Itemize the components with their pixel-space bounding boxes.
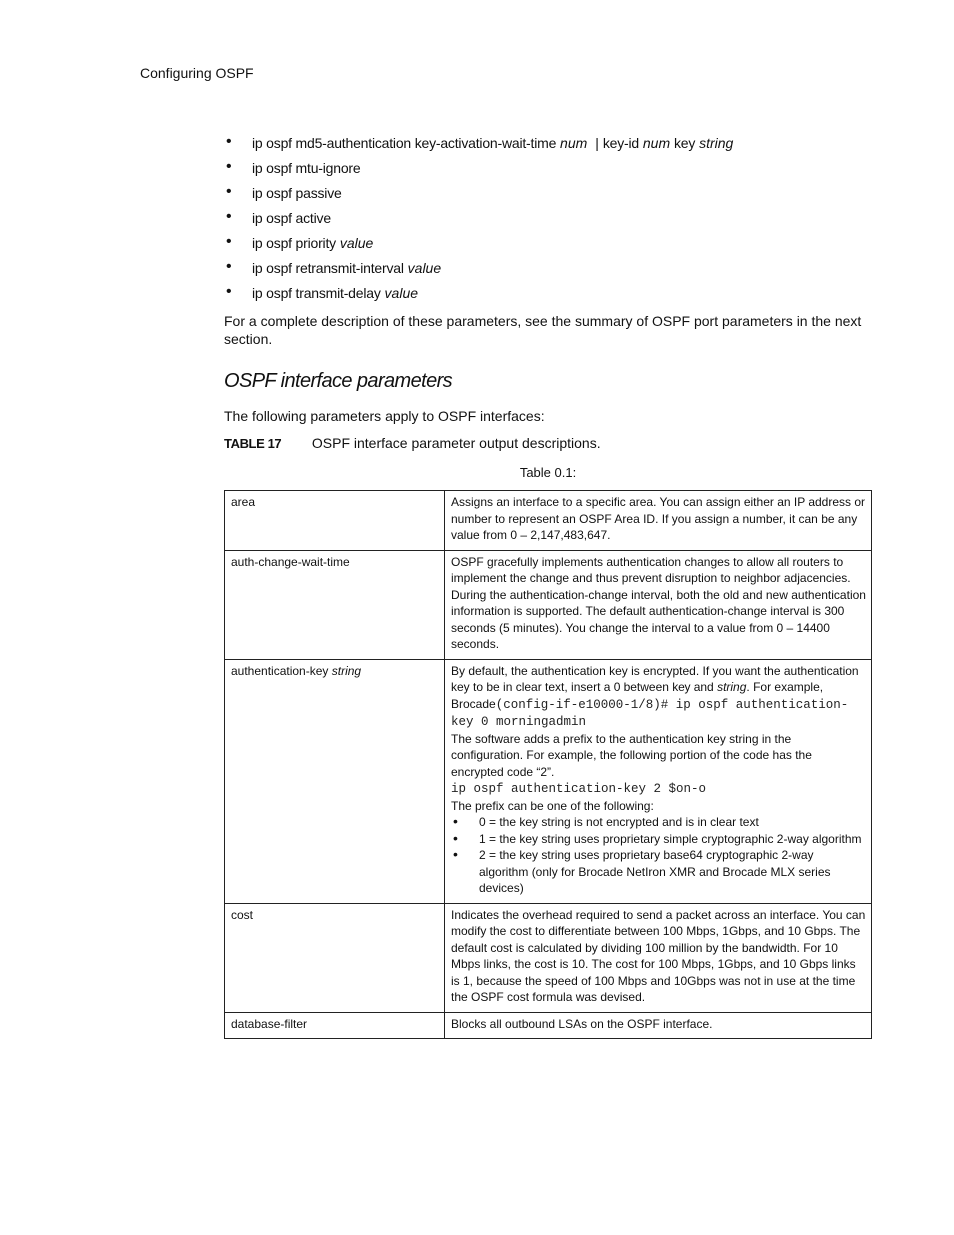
command-bullet-item	[224, 159, 872, 177]
description-fragment: Blocks all outbound LSAs on the OSPF interface.	[451, 1016, 713, 1031]
table-row	[225, 550, 872, 659]
page-content	[224, 134, 872, 1039]
description-paragraph	[451, 696, 866, 731]
prefix-option-item: • 2 = the key string uses proprietary base64 cryptographic 2-way algorithm (only for Brocade NetIron XMR and Brocade MLX series devices)	[451, 847, 866, 897]
table-caption-text: OSPF interface parameter output descriptions.	[311, 435, 601, 451]
parameter-description-cell	[445, 659, 872, 903]
parameter-name-fragment: area	[231, 495, 256, 509]
description-fragment: 0	[613, 680, 621, 694]
prefix-option-list	[451, 814, 866, 897]
description-fragment: and	[690, 680, 718, 694]
command-fragment: num	[556, 135, 592, 151]
parameter-name-fragment: auth-change-wait-time	[231, 554, 350, 569]
command-bullet-item	[224, 259, 872, 277]
table-subcaption: Table 0.1:	[519, 465, 577, 480]
description-paragraph	[451, 494, 866, 544]
parameter-description-cell	[445, 903, 872, 1012]
section-intro: The following parameters apply to OSPF interfaces:	[224, 408, 545, 424]
command-fragment: ip ospf passive	[252, 185, 342, 201]
command-bullet-item	[224, 184, 872, 202]
command-fragment: key-id	[602, 135, 639, 151]
table-label: TABLE 17	[224, 436, 282, 451]
parameters-table	[224, 490, 872, 1039]
description-fragment: . For example,	[746, 680, 824, 694]
description-paragraph	[451, 731, 866, 781]
command-fragment: ip ospf priority	[252, 235, 336, 251]
parameter-description-cell	[445, 550, 872, 659]
command-bullet-item	[224, 134, 872, 152]
command-fragment: ip ospf active	[252, 210, 331, 226]
command-fragment: value	[380, 285, 419, 301]
prefix-option-item: • 1 = the key string uses proprietary simple cryptographic 2-way algorithm	[451, 831, 866, 848]
description-fragment: OSPF gracefully implements authentication changes to allow all routers to implement the change and thus prevent disruption to neighbor adjacencies. During the authentication-change interval, both the old and new authentication information is supported. The default authentication-change interval is 300 seconds (5 minutes). You change the interval to a value from 0 – 14400 seconds.	[451, 554, 866, 651]
description-paragraph	[451, 907, 866, 1006]
command-bullet-list	[224, 134, 872, 302]
command-bullet-item	[224, 284, 872, 302]
command-fragment: ip ospf md5-authentication key-activation-wait-time	[252, 135, 557, 151]
parameter-name-cell	[225, 491, 445, 551]
description-fragment: Indicates the overhead required to send a packet across an interface. You can modify the cost to differentiate between 100 Mbps, 1Gbps, and 10 Gbps. The default cost is calculated by dividing 100 million by the bandwidth. For 10 Mbps links, the cost is 10. The cost for 100 Mbps, 1Gbps, and 10 Gbps links is 1, because the speed of 100 Mbps and 10Gbps was not in use at the time the OSPF cost formula was devised.	[451, 907, 866, 1004]
table-caption	[224, 435, 872, 451]
parameter-name-cell	[225, 903, 445, 1012]
command-bullet-item	[224, 209, 872, 227]
parameter-name-fragment: cost	[231, 907, 254, 922]
parameter-description-cell	[445, 491, 872, 551]
command-fragment: value	[403, 260, 442, 276]
description-paragraph	[451, 554, 866, 653]
table-row	[225, 1012, 872, 1039]
parameter-name-fragment: authentication-key	[231, 663, 332, 678]
description-paragraph	[451, 780, 866, 798]
description-fragment: ip ospf authentication-key 2 $on-o	[451, 782, 707, 796]
description-fragment: between	[620, 680, 673, 694]
command-fragment: ip ospf mtu-ignore	[252, 160, 361, 176]
command-fragment: ip ospf transmit-delay	[252, 285, 381, 301]
parameter-description-cell	[445, 1012, 872, 1039]
command-bullet-item	[224, 234, 872, 252]
command-fragment: key	[674, 135, 696, 151]
description-fragment: key	[672, 680, 691, 694]
section-heading: OSPF interface parameters	[224, 370, 453, 392]
parameter-name-fragment: database-filter	[231, 1016, 308, 1031]
parameter-name-fragment: string	[331, 663, 362, 678]
table-row	[225, 491, 872, 551]
description-fragment: By default, the authentication key is encrypted. If you want the authentication key to be in clear text, insert a	[451, 663, 859, 694]
intro-paragraph: For a complete description of these parameters, see the summary of OSPF port parameters in the next section.	[224, 313, 862, 347]
running-header: Configuring OSPF	[140, 65, 254, 81]
description-paragraph	[451, 663, 866, 696]
parameter-name-cell	[225, 550, 445, 659]
description-fragment: The software adds a prefix to the authentication key string in the configuration. For example, the following portion of the code has the encrypted code “2”.	[451, 731, 812, 779]
table-row	[225, 659, 872, 903]
command-fragment: value	[335, 235, 374, 251]
parameter-name-cell	[225, 659, 445, 903]
description-fragment: string	[717, 680, 747, 694]
description-fragment: (config-if-e10000-1/8)# ip ospf authentication-key 0 morningadmin	[451, 697, 849, 729]
description-paragraph	[451, 798, 866, 815]
command-fragment: num	[638, 135, 674, 151]
command-fragment: |	[595, 135, 599, 151]
description-fragment: The prefix can be one of the following:	[451, 798, 654, 813]
table-row	[225, 903, 872, 1012]
description-fragment: Assigns an interface to a specific area. You can assign either an IP address or number to represent an OSPF Area ID. If you assign a number, it can be any value from 0 – 2,147,483,647.	[451, 495, 866, 542]
parameter-name-cell	[225, 1012, 445, 1039]
command-fragment: string	[695, 135, 734, 151]
command-fragment: ip ospf retransmit-interval	[252, 260, 404, 276]
description-fragment: Brocade	[451, 696, 496, 711]
description-paragraph	[451, 1016, 866, 1033]
prefix-option-item: • 0 = the key string is not encrypted and is in clear text	[451, 814, 866, 831]
